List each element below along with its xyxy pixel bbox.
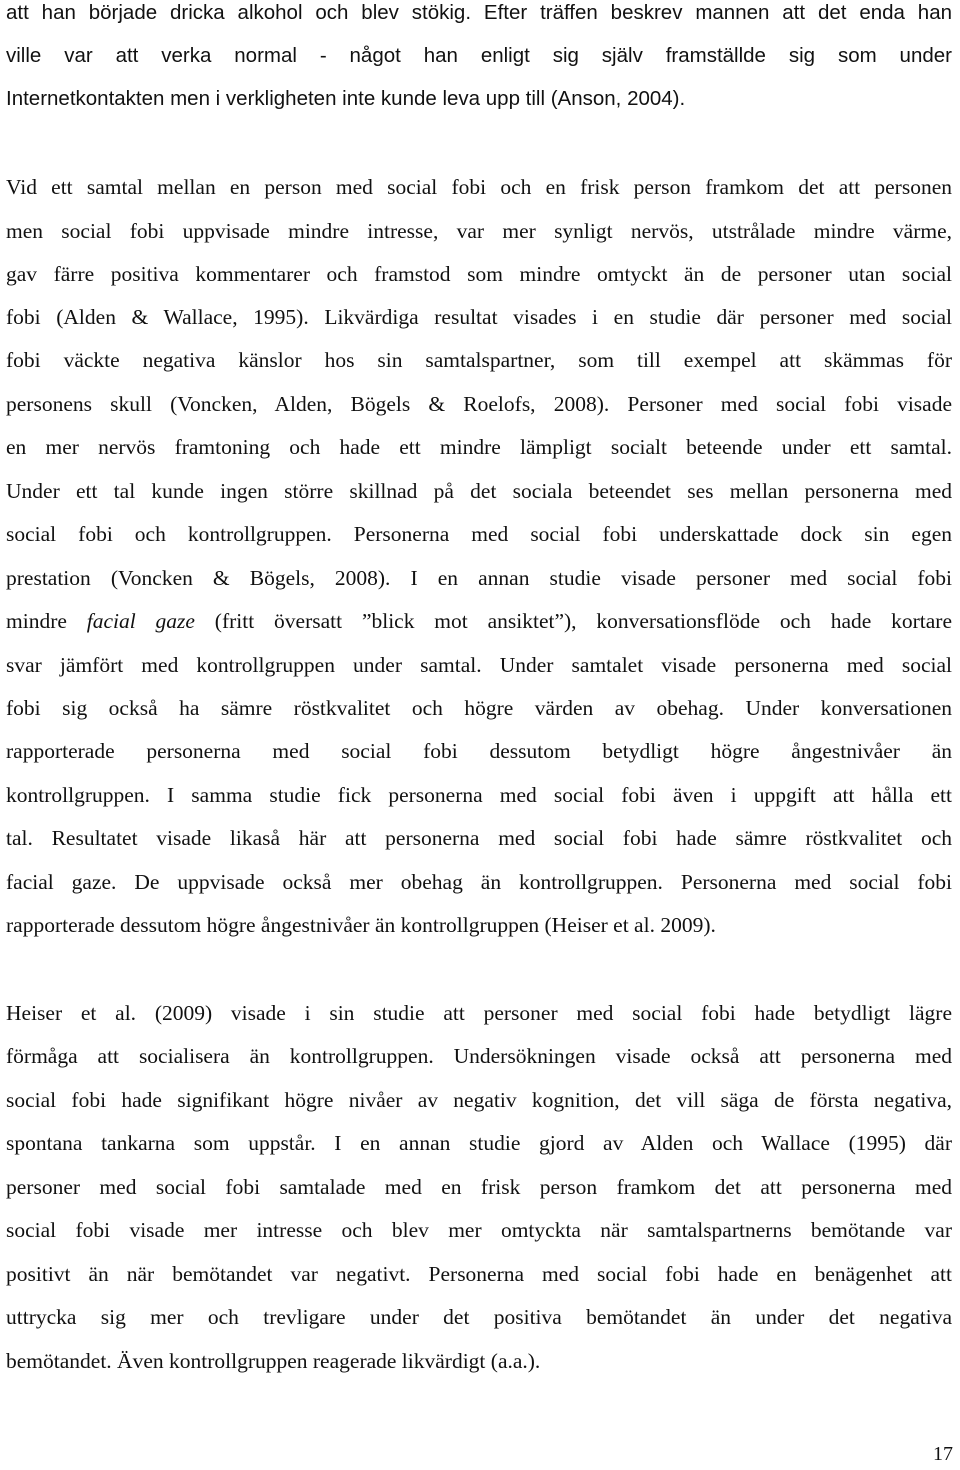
paragraph-1-line-2: ville var att verka normal - något han enligt sig själv framställde sig som under bbox=[6, 44, 952, 67]
paragraph-2-line-13: fobi sig också ha sämre röstkvalitet och högre värden av obehag. Under konversationen bbox=[6, 696, 952, 720]
facial-gaze-term: facial gaze bbox=[86, 609, 195, 633]
paragraph-2-line-7: en mer nervös framtoning och hade ett mindre lämpligt socialt beteende under ett samtal. bbox=[6, 435, 952, 459]
paragraph-3-line-8: uttrycka sig mer och trevligare under det positiva bemötandet än under det negativa bbox=[6, 1305, 952, 1329]
paragraph-1-line-1: att han började dricka alkohol och blev stökig. Efter träffen beskrev mannen att det enda han bbox=[6, 1, 952, 24]
paragraph-2-line-3: gav färre positiva kommentarer och framstod som mindre omtyckt än de personer utan social bbox=[6, 262, 952, 286]
paragraph-3-line-2: förmåga att socialisera än kontrollgruppen. Undersökningen visade också att personerna med bbox=[6, 1044, 952, 1068]
paragraph-2-line-12: svar jämfört med kontrollgruppen under samtal. Under samtalet visade personerna med social bbox=[6, 653, 952, 677]
line-11-suffix: (fritt översatt ”blick mot ansiktet”), konversationsflöde och hade kortare bbox=[194, 609, 952, 633]
paragraph-2-line-1: Vid ett samtal mellan en person med social fobi och en frisk person framkom det att personen bbox=[6, 175, 952, 199]
page-number: 17 bbox=[933, 1443, 953, 1465]
paragraph-2-line-14: rapporterade personerna med social fobi dessutom betydligt högre ångestnivåer än bbox=[6, 739, 952, 763]
paragraph-2-line-17: facial gaze. De uppvisade också mer obehag än kontrollgruppen. Personerna med social fobi bbox=[6, 870, 952, 894]
paragraph-3-line-4: spontana tankarna som uppstår. I en annan studie gjord av Alden och Wallace (1995) där bbox=[6, 1131, 952, 1155]
paragraph-2-line-16: tal. Resultatet visade likaså här att personerna med social fobi hade sämre röstkvalitet och bbox=[6, 826, 952, 850]
line-11-prefix: mindre bbox=[6, 609, 87, 633]
paragraph-3-line-5: personer med social fobi samtalade med en frisk person framkom det att personerna med bbox=[6, 1175, 952, 1199]
paragraph-3-line-9: bemötandet. Även kontrollgruppen reagerade likvärdigt (a.a.). bbox=[6, 1349, 541, 1373]
paragraph-3-line-3: social fobi hade signifikant högre nivåer av negativ kognition, det vill säga de första negativa, bbox=[6, 1088, 952, 1112]
paragraph-2-line-2: men social fobi uppvisade mindre intresse, var mer synligt nervös, utstrålade mindre värme, bbox=[6, 219, 952, 243]
paragraph-2-line-4: fobi (Alden & Wallace, 1995). Likvärdiga resultat visades i en studie där personer med social bbox=[6, 305, 952, 329]
paragraph-2-line-6: personens skull (Voncken, Alden, Bögels & Roelofs, 2008). Personer med social fobi visade bbox=[6, 392, 952, 416]
paragraph-2-line-18: rapporterade dessutom högre ångestnivåer än kontrollgruppen (Heiser et al. 2009). bbox=[6, 913, 716, 937]
paragraph-3-line-7: positivt än när bemötandet var negativt. Personerna med social fobi hade en benägenhet att bbox=[6, 1262, 952, 1286]
paragraph-3-line-6: social fobi visade mer intresse och blev mer omtyckta när samtalspartnerns bemötande var bbox=[6, 1218, 952, 1242]
paragraph-2-line-8: Under ett tal kunde ingen större skillnad på det sociala beteendet ses mellan personerna med bbox=[6, 479, 952, 503]
paragraph-2-line-11 bbox=[6, 608, 952, 634]
paragraph-3-line-1: Heiser et al. (2009) visade i sin studie att personer med social fobi hade betydligt lägre bbox=[6, 1001, 952, 1025]
paragraph-2-line-15: kontrollgruppen. I samma studie fick personerna med social fobi även i uppgift att hålla ett bbox=[6, 783, 952, 807]
paragraph-2-line-10: prestation (Voncken & Bögels, 2008). I en annan studie visade personer med social fobi bbox=[6, 566, 952, 590]
paragraph-1-line-3: Internetkontakten men i verkligheten inte kunde leva upp till (Anson, 2004). bbox=[6, 87, 686, 110]
paragraph-2-line-5: fobi väckte negativa känslor hos sin samtalspartner, som till exempel att skämmas för bbox=[6, 348, 952, 372]
paragraph-2-line-9: social fobi och kontrollgruppen. Personerna med social fobi underskattade dock sin egen bbox=[6, 522, 952, 546]
